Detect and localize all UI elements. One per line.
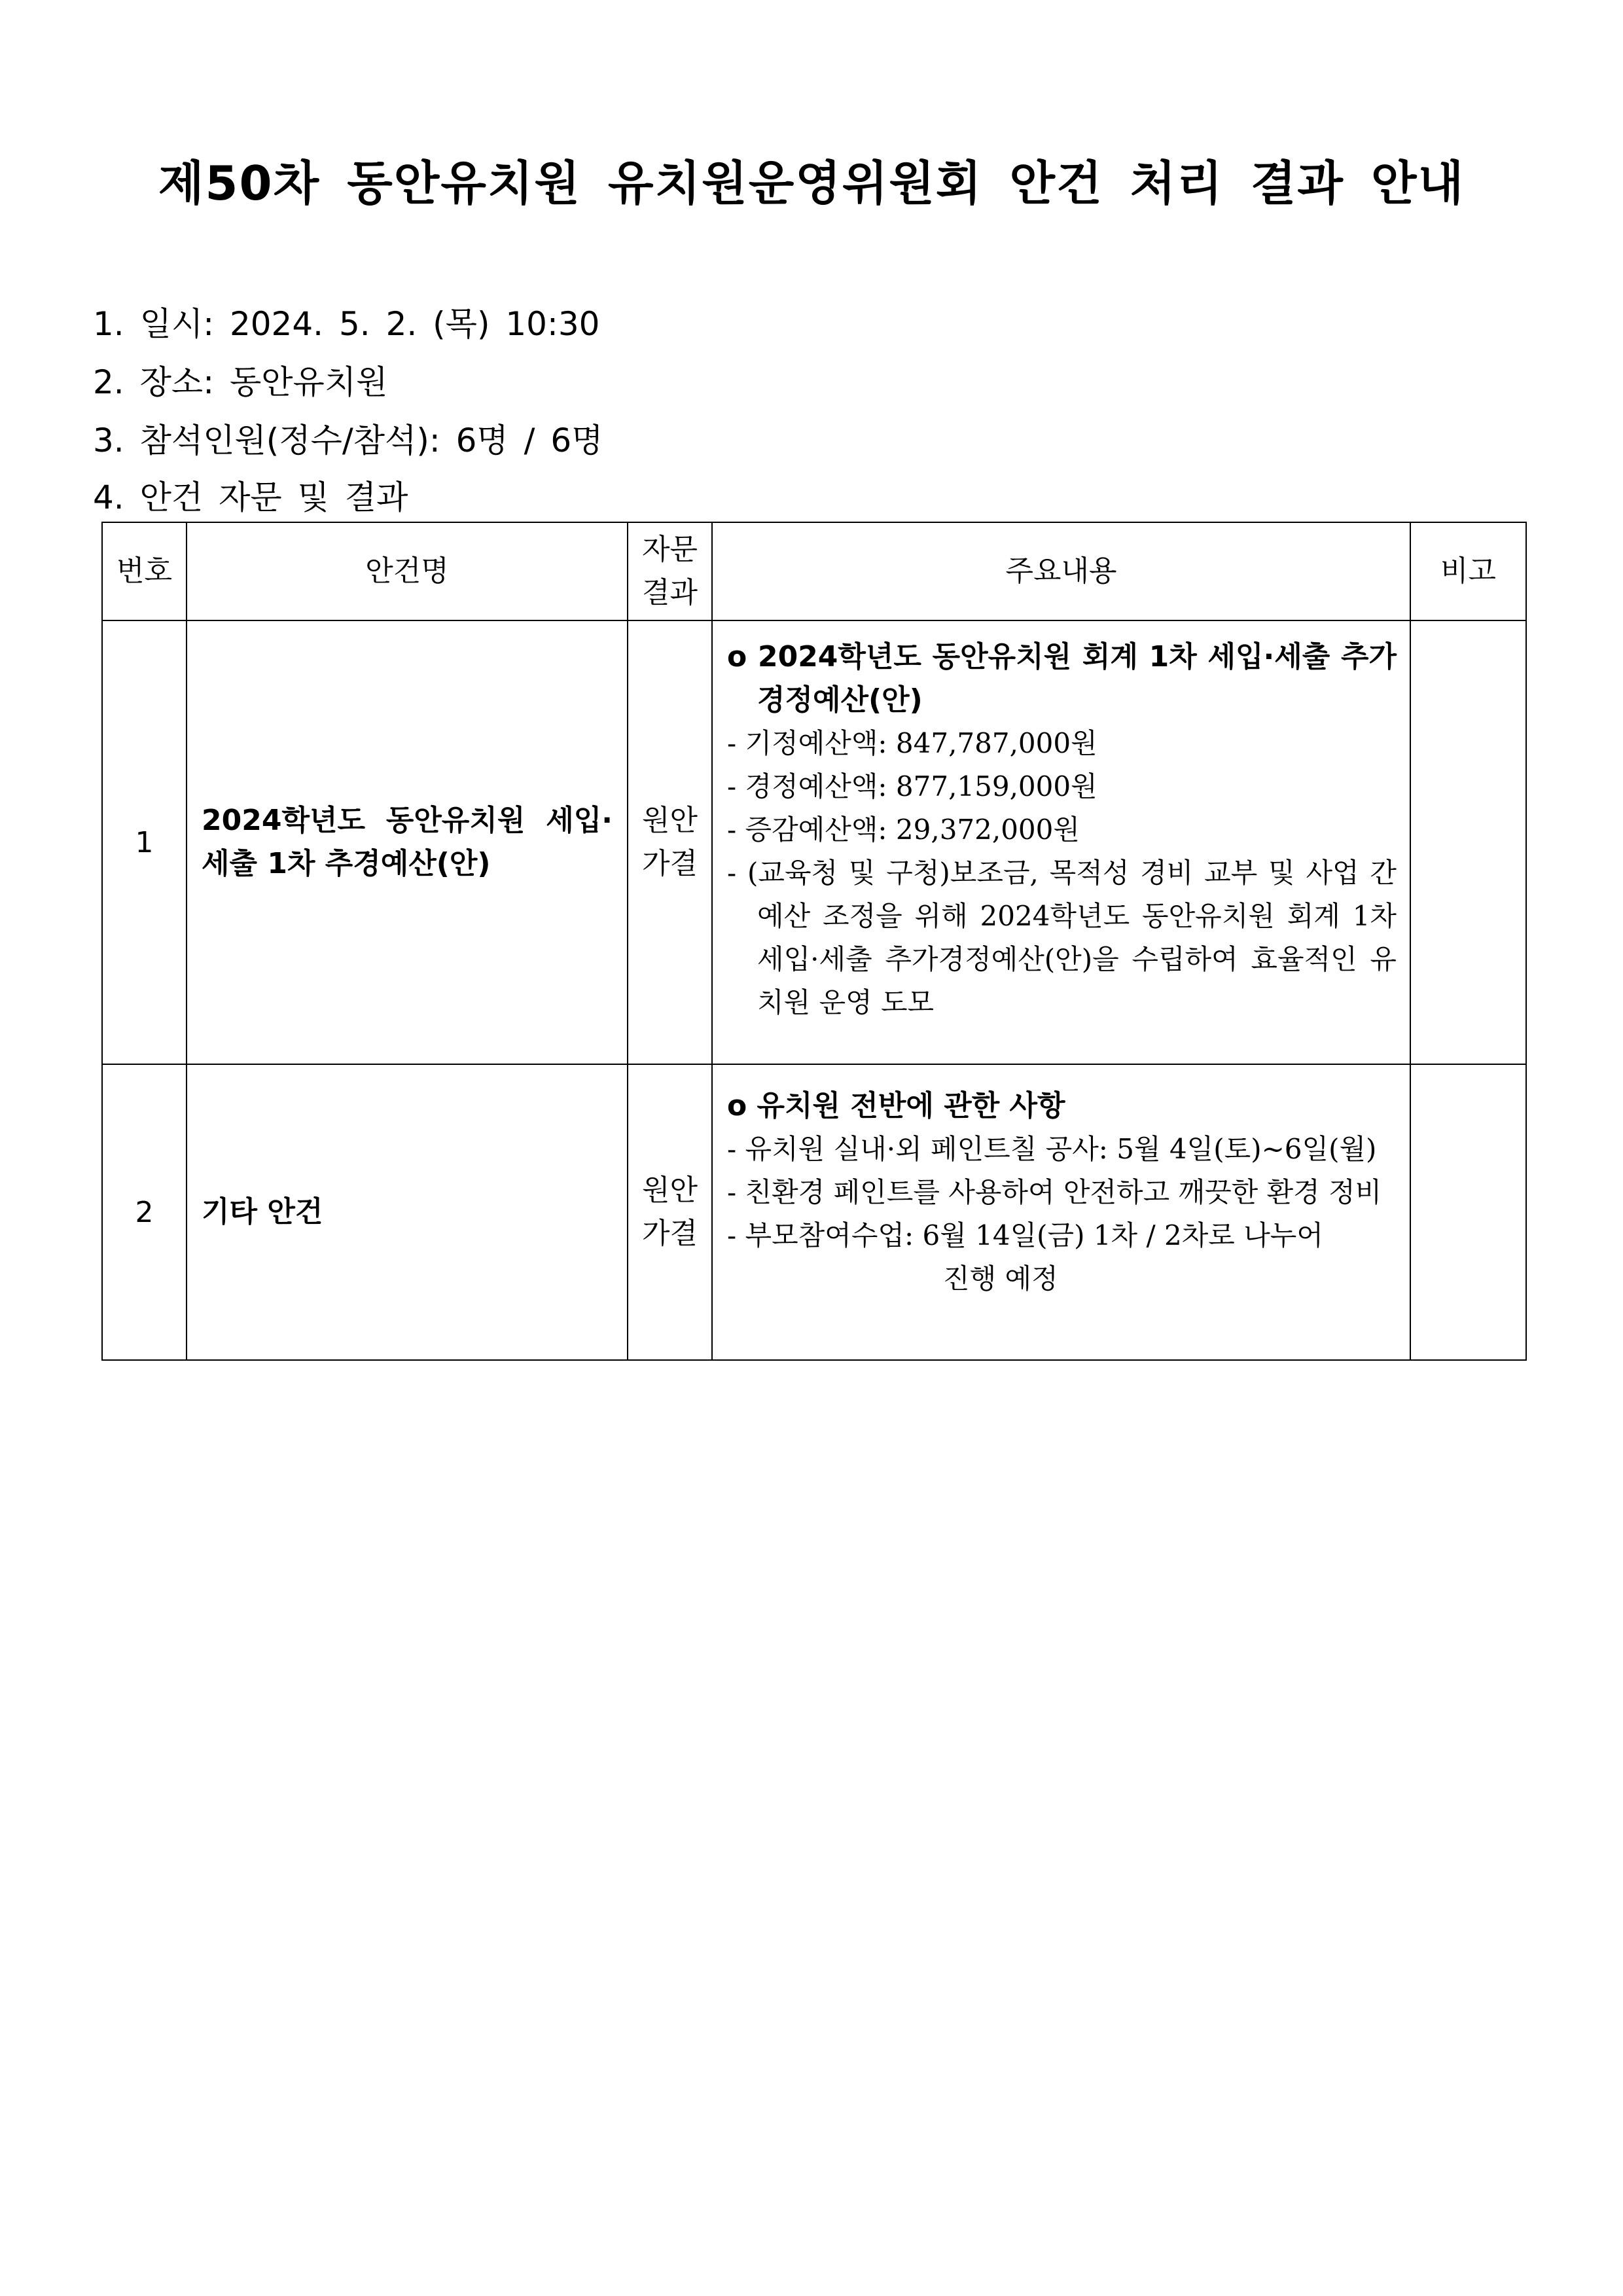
row-note	[1410, 1064, 1526, 1360]
row-content	[712, 620, 1410, 1064]
header-agenda: 안건명	[187, 522, 628, 620]
row-agenda-name	[187, 620, 628, 1064]
row-result	[628, 620, 712, 1064]
result-line2: 가결	[641, 847, 698, 880]
agenda-table	[101, 522, 1527, 1361]
content-item: - 경정예산액: 877,159,000원	[727, 770, 1097, 802]
row-note	[1410, 620, 1526, 1064]
header-result	[628, 522, 712, 620]
table-row	[102, 1064, 1526, 1360]
header-result-line1: 자문	[641, 533, 698, 566]
row-number: 1	[102, 620, 187, 1064]
content-item: - 친환경 페인트를 사용하여 안전하고 깨끗한 환경 정비	[727, 1176, 1382, 1208]
header-number: 번호	[102, 522, 187, 620]
info-attendance: 3. 참석인원(정수/참석): 6명 / 6명	[93, 422, 603, 459]
row-agenda-name: 기타 안건	[187, 1064, 628, 1360]
table-header-row	[102, 522, 1526, 620]
content-heading: o 유치원 전반에 관한 사항	[727, 1089, 1065, 1122]
content-item: - 유치원 실내·외 페인트칠 공사: 5월 4일(토)~6일(월)	[727, 1133, 1377, 1165]
row-number: 2	[102, 1064, 187, 1360]
result-line1: 원안	[641, 1174, 698, 1207]
header-result-line2: 결과	[641, 576, 698, 609]
content-item-continuation: 진행 예정	[943, 1263, 1058, 1295]
result-line2: 가결	[641, 1217, 698, 1250]
result-line1: 원안	[641, 804, 698, 837]
content-item: - 기정예산액: 847,787,000원	[727, 727, 1097, 759]
document-title: 제50차 동안유치원 유치원운영위원회 안건 처리 결과 안내	[158, 156, 1465, 211]
info-place: 2. 장소: 동안유치원	[93, 363, 388, 401]
header-content: 주요내용	[712, 522, 1410, 620]
content-item: - 부모참여수업: 6월 14일(금) 1차 / 2차로 나누어	[727, 1219, 1323, 1251]
content-item: - 증감예산액: 29,372,000원	[727, 814, 1080, 846]
content-item: - (교육청 및 구청)보조금, 목적성 경비 교부 및 사업 간 예산 조정을 위해 2024학년도 동안유치원 회계 1차 세입·세출 추가경정예산(안)을 수립하여 효율적인 유치원 운영 도모	[727, 857, 1397, 1018]
header-note: 비고	[1410, 522, 1526, 620]
agenda-name-line1: 2024학년도 동안유치원 세입·	[202, 804, 613, 837]
row-result	[628, 1064, 712, 1360]
table-row	[102, 620, 1526, 1064]
info-agenda-heading: 4. 안건 자문 및 결과	[93, 478, 408, 516]
info-date: 1. 일시: 2024. 5. 2. (목) 10:30	[93, 305, 600, 343]
row-content	[712, 1064, 1410, 1360]
content-heading: o 2024학년도 동안유치원 회계 1차 세입·세출 추가 경정예산(안)	[727, 640, 1397, 717]
agenda-name-line2: 세출 1차 추경예산(안)	[202, 847, 491, 880]
